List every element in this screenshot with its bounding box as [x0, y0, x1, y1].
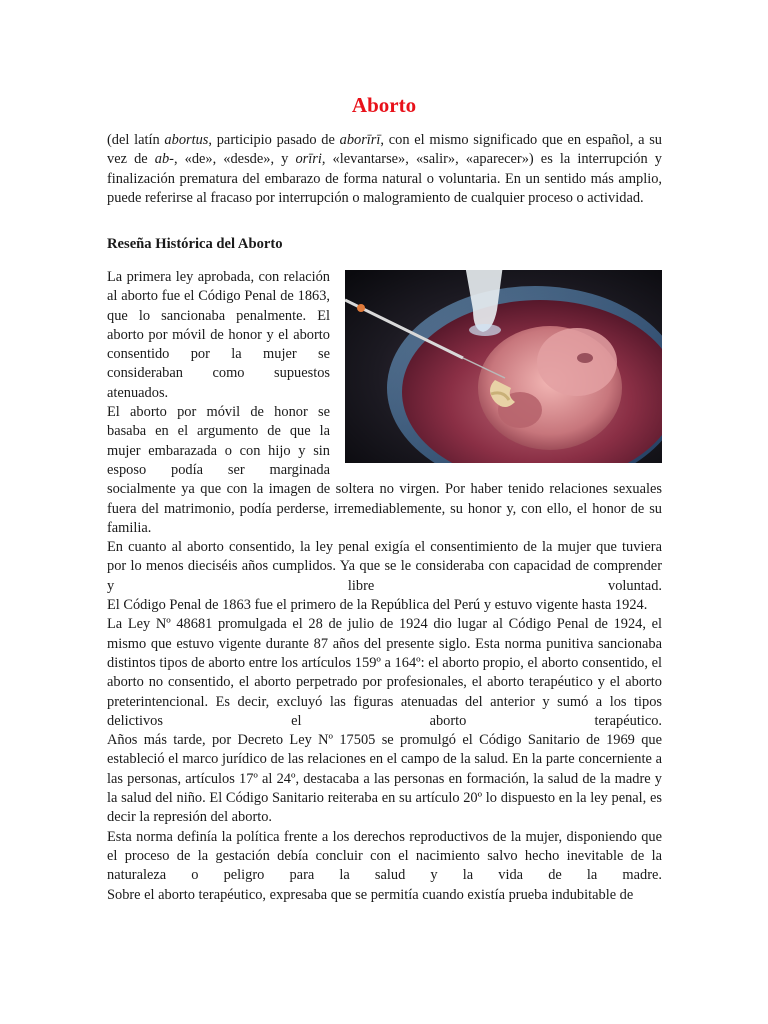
paragraph-2: El aborto por móvil de honor se basaba en el argumento de que la mujer embarazada o con hijo y sin esposo podía ser marginada socialmente ya que con la imagen de soltera no virgen. Por haber tenido relaciones sexuales fuera del matrimonio, podía perderse, irremediablemente, su honor y, con ello, el honor de su familia.	[107, 404, 662, 536]
paragraph-3: En cuanto al aborto consentido, la ley penal exigía el consentimiento de la mujer que tuviera por lo menos dieciséis años cumplidos. Ya que se le consideraba con capacidad de comprender y libre voluntad.	[107, 539, 662, 594]
paragraph-5: La Ley Nº 48681 promulgada el 28 de julio de 1924 dio lugar al Código Penal de 1924, el mismo que estuvo vigente durante 87 años del presente siglo. Esta norma punitiva sancionaba distintos tipos de aborto entre los artículos 159º a 164º: el aborto propio, el aborto consentido, el aborto no consentido, el aborto perpetrado por profesionales, el aborto terapéutico y el aborto preterintencional. Es decir, excluyó las figuras atenuadas del anterior y sumó a los tipos delictivos el aborto terapéutico.	[107, 616, 662, 729]
intro-text-5: , «levantarse», «salir», «aparecer») es la interrupción y finalización prematura del embarazo de forma natural o voluntaria. En un sentido más amplio, puede referirse al fracaso por interrupción o malogramiento de cualquier proceso o actividad.	[107, 151, 662, 206]
intro-italic-abortus: abortus	[164, 132, 209, 148]
paragraph-8: Sobre el aborto terapéutico, expresaba que se permitía cuando existía prueba indubitable de	[107, 886, 634, 903]
intro-text-3: , con el mismo significado que en español, a su vez de	[107, 132, 662, 168]
intro-text-4: , «de», «desde», y	[173, 151, 296, 168]
paragraph-6: Años más tarde, por Decreto Ley Nº 17505 se promulgó el Código Sanitario de 1969 que estableció el marco jurídico de las relaciones en el campo de la salud. En la parte concerniente a las personas, artículos 17º al 24º, destacaba a las personas en formación, la salud de la madre y la salud del niño. El Código Sanitario reiteraba en su artículo 20º lo dispuesto en la ley penal, es decir la represión del aborto.	[107, 732, 662, 826]
page-title: Aborto	[351, 93, 417, 117]
paragraph-1: La primera ley aprobada, con relación al aborto fue el Código Penal de 1863, que lo sancionaba penalmente. El aborto por móvil de honor y el aborto consentido por la mujer se consideraban como supuestos atenuados.	[107, 269, 330, 401]
intro-text-1: (del latín	[107, 132, 165, 148]
paragraph-7: Esta norma definía la política frente a los derechos reproductivos de la mujer, disponiendo que el proceso de la gestación debía concluir con el nacimiento salvo hecho inevitable de la naturaleza o peligro para la salud y la vida de la madre.	[107, 828, 662, 884]
intro-italic-ab: ab-	[154, 151, 174, 168]
intro-paragraph	[107, 131, 662, 208]
section-body	[107, 268, 662, 905]
intro-text-2: , participio pasado de	[208, 132, 340, 148]
intro-italic-aborir: aborīrī	[339, 132, 381, 148]
fetus-illustration	[345, 270, 662, 463]
intro-italic-oriri: orīri	[295, 151, 322, 168]
paragraph-4: El Código Penal de 1863 fue el primero de la República del Perú y estuvo vigente hasta 1924.	[107, 597, 648, 614]
section-heading: Reseña Histórica del Aborto	[107, 236, 283, 252]
